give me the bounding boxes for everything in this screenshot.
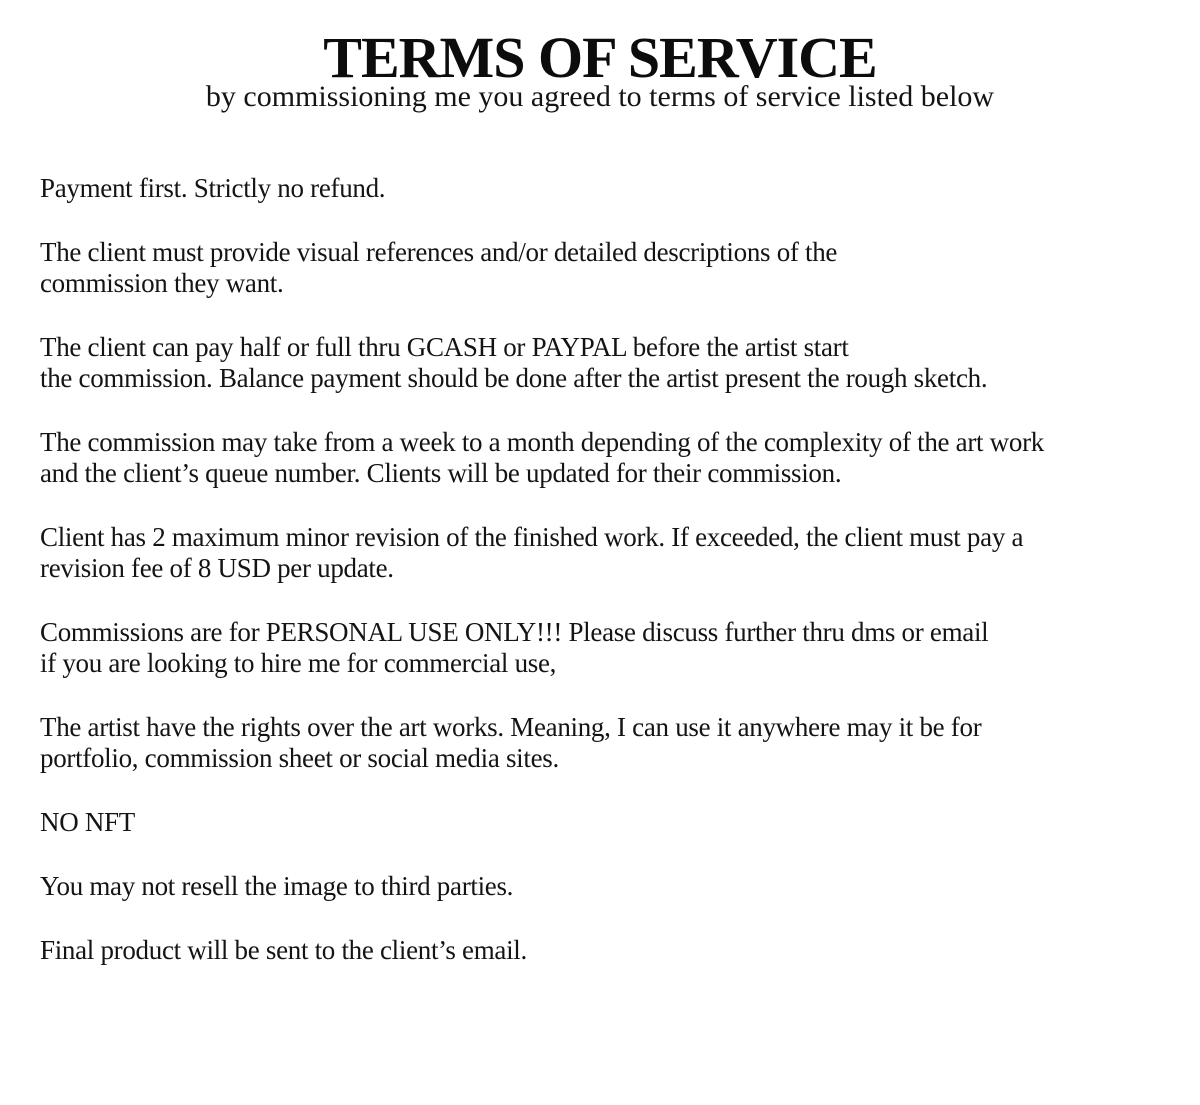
term-line: portfolio, commission sheet or social media sites. xyxy=(40,743,559,773)
term-item xyxy=(40,712,1180,774)
term-line: The client can pay half or full thru GCASH or PAYPAL before the artist start xyxy=(40,332,849,362)
term-line: Final product will be sent to the client’s email. xyxy=(40,935,527,965)
term-line: and the client’s queue number. Clients will be updated for their commission. xyxy=(40,458,842,488)
term-line: The client must provide visual references and/or detailed descriptions of the xyxy=(40,237,838,267)
term-line: the commission. Balance payment should be done after the artist present the rough sketch. xyxy=(40,363,988,393)
term-line: NO NFT xyxy=(40,807,135,837)
term-line: commission they want. xyxy=(40,268,284,298)
terms-list xyxy=(40,173,1180,999)
term-item xyxy=(40,427,1180,489)
term-item xyxy=(40,871,1180,902)
page-title: TERMS OF SERVICE xyxy=(323,25,877,90)
term-line: Client has 2 maximum minor revision of the finished work. If exceeded, the client must pay a xyxy=(40,522,1024,552)
term-item xyxy=(40,807,1180,838)
term-item xyxy=(40,617,1180,679)
term-item xyxy=(40,935,1180,966)
term-line: Payment first. Strictly no refund. xyxy=(40,173,386,203)
page-subtitle: by commissioning me you agreed to terms of service listed below xyxy=(205,80,995,113)
term-item xyxy=(40,332,1180,394)
term-item xyxy=(40,237,1180,299)
term-line: You may not resell the image to third parties. xyxy=(40,871,514,901)
term-item xyxy=(40,173,1180,204)
term-line: Commissions are for PERSONAL USE ONLY!!! Please discuss further thru dms or email xyxy=(40,617,989,647)
term-line: The commission may take from a week to a month depending of the complexity of the art work xyxy=(40,427,1044,457)
term-line: The artist have the rights over the art works. Meaning, I can use it anywhere may it be for xyxy=(40,712,982,742)
term-line: revision fee of 8 USD per update. xyxy=(40,553,394,583)
term-line: if you are looking to hire me for commercial use, xyxy=(40,648,557,678)
term-item xyxy=(40,522,1180,584)
